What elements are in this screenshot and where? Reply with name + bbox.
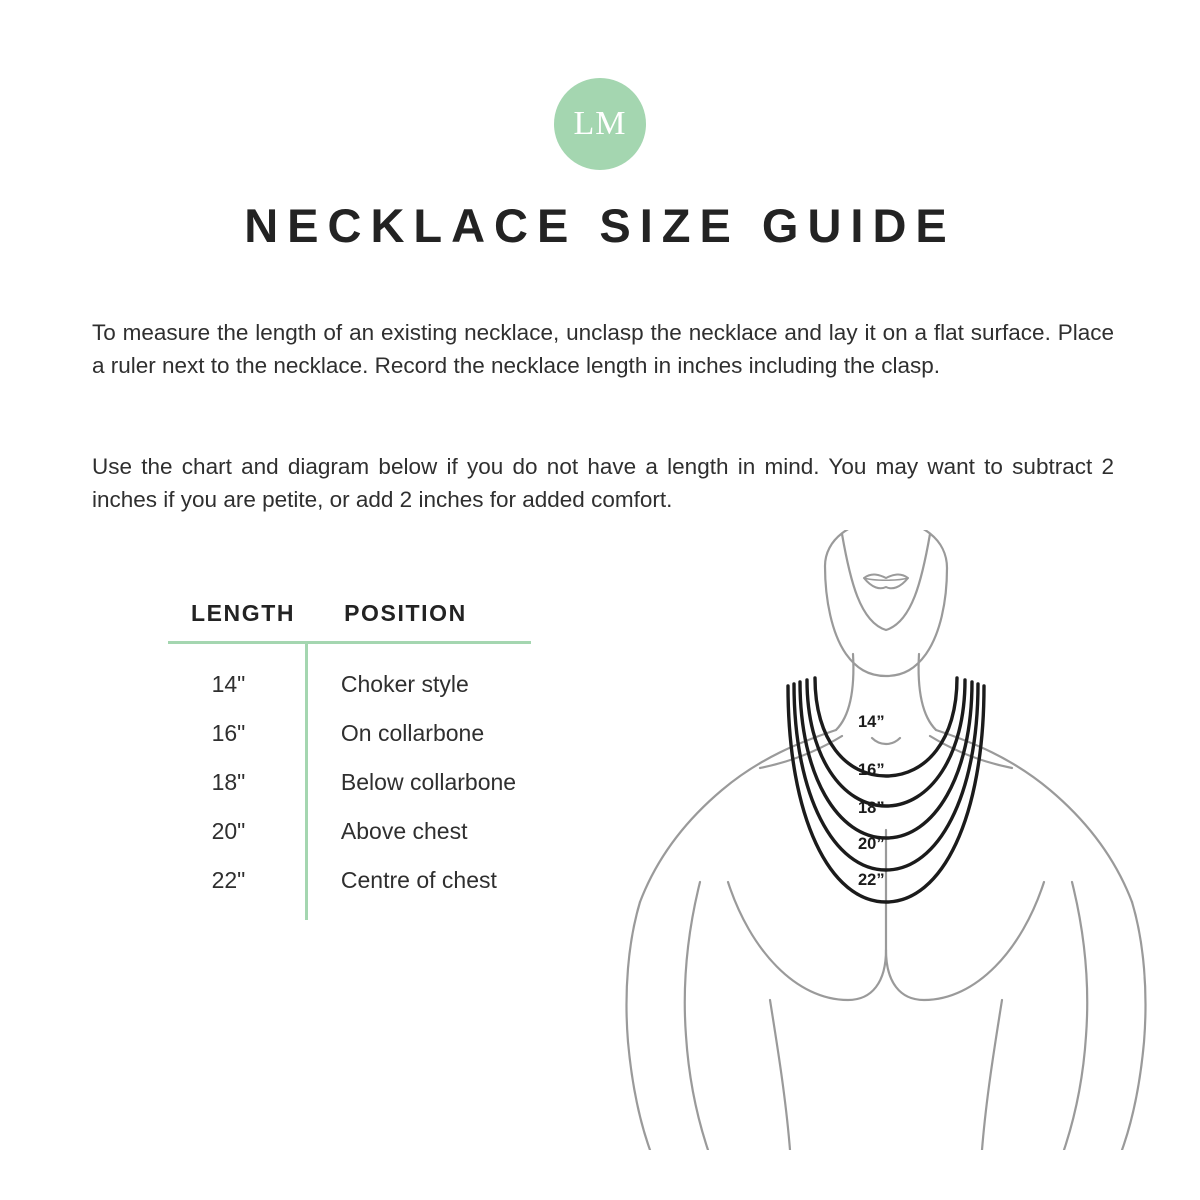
chain-label-14: 14”	[858, 713, 885, 731]
column-header-length: LENGTH	[190, 600, 296, 626]
table-row	[168, 709, 588, 758]
chain-label-18: 18”	[858, 799, 885, 817]
table-header-row	[168, 600, 588, 641]
chain-18	[800, 682, 972, 838]
necklace-diagram	[610, 530, 1170, 1150]
intro-paragraph-1: To measure the length of an existing necklace, unclasp the necklace and lay it on a flat surface. Place a ruler next to the necklace. Record the necklace length in inches including the clasp.	[92, 320, 1114, 378]
intro-paragraph-2: Use the chart and diagram below if you do not have a length in mind. You may want to subtract 2 inches if you are petite, or add 2 inches for added comfort.	[92, 454, 1114, 512]
cell-length: 16"	[211, 720, 246, 746]
logo-circle	[554, 78, 646, 170]
logo-text: LM	[573, 105, 627, 142]
size-table	[168, 600, 588, 905]
chain-label-22: 22”	[858, 871, 885, 889]
column-header-position: POSITION	[344, 600, 467, 626]
cell-length: 22"	[211, 867, 246, 893]
chain-14	[815, 678, 957, 776]
torso-illustration	[610, 530, 1170, 1150]
cell-length: 18"	[211, 769, 246, 795]
table-row	[168, 758, 588, 807]
table-column-divider	[305, 644, 308, 920]
brand-logo	[0, 78, 1200, 170]
cell-length: 14"	[211, 671, 246, 697]
table-body	[168, 644, 588, 905]
cell-position: On collarbone	[340, 720, 485, 746]
table-row	[168, 807, 588, 856]
cell-position: Centre of chest	[340, 867, 497, 893]
cell-position: Above chest	[340, 818, 468, 844]
cell-length: 20"	[211, 818, 246, 844]
table-row	[168, 660, 588, 709]
cell-position: Below collarbone	[340, 769, 517, 795]
cell-position: Choker style	[340, 671, 469, 697]
table-row	[168, 856, 588, 905]
page-title: NECKLACE SIZE GUIDE	[244, 199, 956, 252]
chain-label-16: 16”	[858, 761, 885, 779]
chain-label-20: 20”	[858, 835, 885, 853]
